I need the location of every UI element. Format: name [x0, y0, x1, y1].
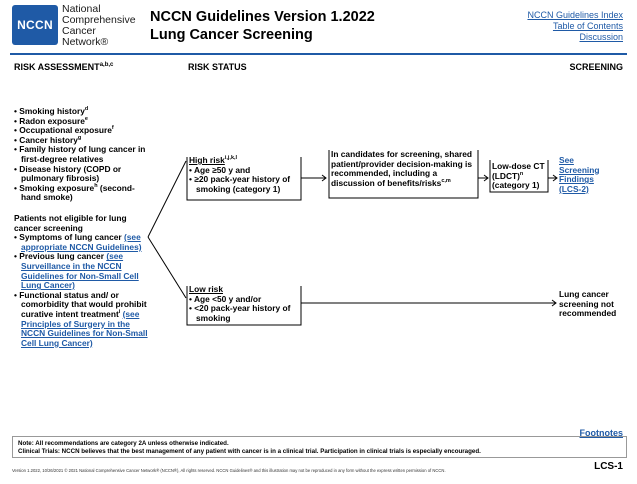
org-name: National Comprehensive Cancer Network®	[62, 3, 136, 48]
list-item: • Smoking history$^d$	[14, 107, 152, 117]
list-item: • <20 pack-year history of smoking	[189, 304, 303, 323]
not-recommended-box: Lung cancer screening not recommended	[559, 289, 617, 319]
list-item: • Age ≥50 y and	[189, 166, 303, 176]
list-item: • Previous lung cancer (see Surveillance in the NCCN Guidelines for Non-Small Cell Lung Cancer)	[14, 252, 152, 290]
copyright-footer: Version 1.2022, 10/26/2021 © 2021 National Comprehensive Cancer Network® (NCCN®), All rights reserved. NCCN Guidelines® and this illustration may not be reproduced in any form without the express written permission of NCCN.	[12, 468, 446, 473]
list-item: • Radon exposure$^e$	[14, 117, 152, 127]
surveillance-link[interactable]: (see Surveillance in the NCCN Guidelines for Non-Small Cell Lung Cancer)	[21, 251, 139, 291]
list-item: • Smoking exposure$^h$ (second-hand smoke)	[14, 184, 152, 203]
col-risk-status: RISK STATUS	[188, 62, 247, 72]
guidelines-index-link[interactable]: NCCN Guidelines Index	[527, 10, 623, 20]
ldct-box: Low-dose CT (LDCT)$^n$ (category 1)	[492, 161, 545, 191]
high-risk-box: High risk$^{i,j,k,l}$ • Age ≥50 y and • ≥20 pack-year history of smoking (category 1)	[189, 156, 303, 194]
shared-decision-box: In candidates for screening, shared patient/provider decision-making is recommended, including a discussion of benefits/risks$^{c,m}$	[331, 149, 473, 188]
list-item: • Age <50 y and/or	[189, 295, 303, 305]
nccn-guidelines-link[interactable]: (see appropriate NCCN Guidelines)	[21, 232, 142, 252]
list-item: • ≥20 pack-year history of smoking (category 1)	[189, 175, 303, 194]
col-screening: SCREENING	[569, 62, 623, 72]
list-item: • Disease history (COPD or pulmonary fibrosis)	[14, 165, 152, 184]
col-risk-assessment: RISK ASSESSMENT$^{a,b,c}$	[14, 62, 114, 72]
list-item: • Family history of lung cancer in first-degree relatives	[14, 145, 152, 164]
branch-to-low-risk	[148, 237, 186, 298]
low-risk-box: Low risk • Age <50 y and/or • <20 pack-year history of smoking	[189, 285, 303, 323]
list-item: • Cancer history$^g$	[14, 136, 152, 146]
list-item: • Functional status and/ or comorbidity that would prohibit curative intent treatment$^i$ (see Principles of Surgery in the NCCN Guidelines for Non-Small Cell Lung Cancer)	[14, 291, 152, 349]
principles-of-surgery-link[interactable]: (see Principles of Surgery in the NCCN Guidelines for Non-Small Cell Lung Cancer)	[21, 308, 148, 348]
page-id: LCS-1	[594, 461, 623, 472]
table-of-contents-link[interactable]: Table of Contents	[552, 21, 623, 31]
note-box: Note: All recommendations are category 2A unless otherwise indicated. Clinical Trials: NCCN believes that the best management of any patient with cancer is in a clinical trial. Participation in clinical trials is especially encouraged.	[12, 436, 627, 458]
page-title: NCCN Guidelines Version 1.2022 Lung Cancer Screening	[150, 9, 375, 43]
not-eligible-section: Patients not eligible for lung cancer screening • Symptoms of lung cancer (see appropriate NCCN Guidelines) • Previous lung cancer (see Surveillance in the NCCN Guidelines for Non-Small Cell Lung Cancer) • Functional status and/ or comorbidity that would prohibit curative intent treatment$^i$ (see Principles of Surgery in the NCCN Guidelines for Non-Small Cell Lung Cancer)	[14, 214, 152, 348]
discussion-link[interactable]: Discussion	[579, 32, 623, 42]
footnotes-link[interactable]: Footnotes	[579, 428, 623, 438]
branch-to-high-risk	[148, 161, 186, 237]
list-item: • Occupational exposure$^f$	[14, 126, 152, 136]
list-item: • Symptoms of lung cancer (see appropriate NCCN Guidelines)	[14, 233, 152, 252]
screening-findings-link[interactable]: See Screening Findings (LCS-2)	[559, 155, 600, 194]
nccn-logo: NCCN	[12, 5, 58, 45]
